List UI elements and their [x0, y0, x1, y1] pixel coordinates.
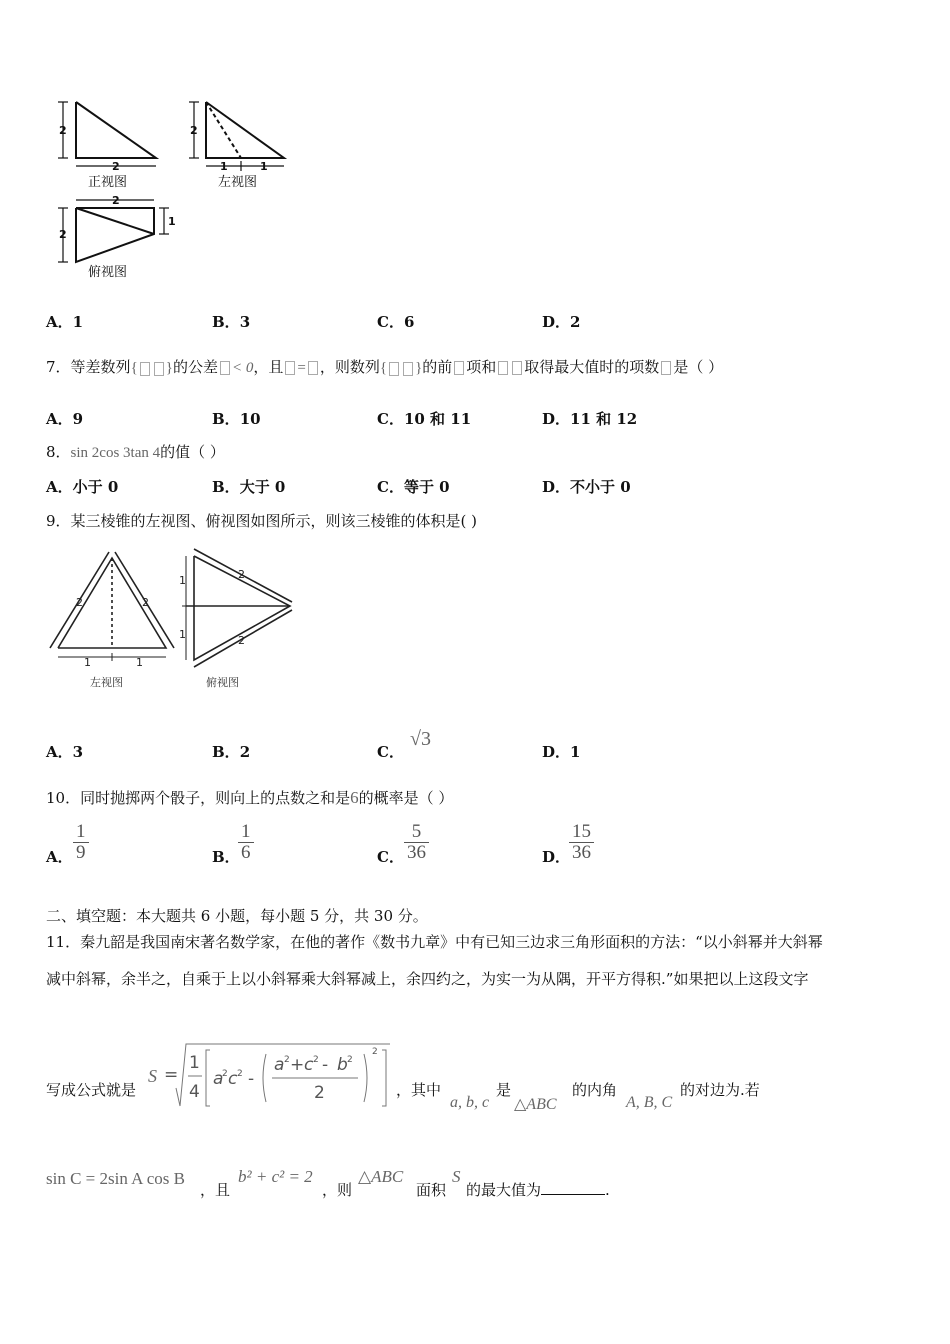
svg-text:a: a [274, 1055, 285, 1075]
q7-option-a: A．9 [46, 410, 84, 428]
svg-text:-: - [248, 1069, 255, 1089]
q9-left-label: 左视图 [90, 676, 123, 689]
q10-option-b-fraction: $\frac{1}{6}$ [238, 822, 254, 863]
fig1-top-h: 2 [59, 228, 67, 241]
q8-option-a: A．小于 0 [46, 478, 119, 496]
answer-blank[interactable] [541, 1182, 605, 1195]
question-11-line-3b: ，其中 [396, 1081, 442, 1099]
triangle-abc-2: △ABC [358, 1167, 404, 1186]
area-variable-s-2: S [452, 1167, 461, 1186]
heron-formula [162, 1040, 394, 1112]
fig1-left-w2: 1 [260, 160, 268, 173]
svg-text:2: 2 [313, 1055, 319, 1065]
q6-option-a: A．1 [46, 313, 84, 331]
question-11-line-1: 11．秦九韶是我国南宋著名数学家，在他的著作《数书九章》中有已知三边求三角形面积的方法：“以小斜幂并大斜幂 [46, 933, 823, 951]
question-11-line-4d: 的最大值为 . [466, 1181, 610, 1199]
svg-text:1: 1 [189, 1053, 200, 1073]
question-7: 7．等差数列{ }的公差 < 0，且 = ，则数列{ }的前 项和 取得最大值时的项数 是（ ） [46, 358, 724, 376]
question-11-line-3c: 是 [496, 1081, 512, 1099]
svg-text:2: 2 [237, 1069, 243, 1079]
q9-left-edge-b: 2 [142, 596, 149, 609]
q8-option-d: D．不小于 0 [542, 478, 631, 496]
question-11-line-4a: ，且 [200, 1181, 231, 1199]
svg-text:c: c [228, 1069, 238, 1089]
q9-option-b: B．2 [212, 743, 251, 761]
section-2-heading: 二、填空题：本大题共 6 小题，每小题 5 分，共 30 分。 [46, 907, 428, 925]
svg-text:2: 2 [347, 1055, 353, 1065]
q6-option-b: B．3 [212, 313, 251, 331]
question-8: 8．sin 2cos 3tan 4的值（ ） [46, 443, 225, 461]
q7-option-c: C．10 和 11 [377, 410, 472, 428]
svg-text:2: 2 [372, 1047, 378, 1057]
svg-text:=: = [164, 1065, 179, 1085]
q7-option-d: D．11 和 12 [542, 410, 638, 428]
q9-top-edge-b: 2 [238, 634, 245, 647]
condition-sin: sin C = 2sin A cos B [46, 1169, 186, 1188]
three-view-figure [46, 96, 291, 282]
question-10: 10．同时抛掷两个骰子，则向上的点数之和是6的概率是（ ） [46, 788, 454, 807]
fig1-left-w1: 1 [220, 160, 228, 173]
q9-left-base-b: 1 [136, 656, 143, 669]
svg-text:c: c [304, 1055, 314, 1075]
question-11-line-4c: 面积 [416, 1181, 447, 1199]
q6-option-d: D．2 [542, 313, 581, 331]
svg-text:2: 2 [314, 1083, 325, 1103]
q9-left-edge-a: 2 [76, 596, 83, 609]
svg-text:-: - [322, 1055, 329, 1075]
fig1-front-w: 2 [112, 160, 120, 173]
q9-top-edge-a: 2 [238, 568, 245, 581]
area-variable-s: S [148, 1066, 157, 1086]
svg-text:+: + [290, 1055, 305, 1075]
svg-text:b: b [337, 1055, 348, 1075]
q10-option-c-fraction: $\frac{5}{36}$ [404, 822, 429, 863]
q9-option-a: A．3 [46, 743, 84, 761]
q9-top-h-b: 1 [179, 628, 186, 641]
fig1-left-h: 2 [190, 124, 198, 137]
fig1-front-h: 2 [59, 124, 67, 137]
question-11-line-2: 减中斜幂，余半之，自乘于上以小斜幂乘大斜幂减上，余四约之，为实一为从隅，开平方得积.”如果把以上这段文字 [46, 970, 809, 988]
q6-option-c: C．6 [377, 313, 415, 331]
sides-abc: a, b, c [450, 1094, 490, 1111]
fig1-top-label: 俯视图 [88, 265, 128, 280]
q7-option-b: B．10 [212, 410, 261, 428]
q9-option-c: C． [377, 743, 404, 761]
fig1-top-w: 2 [112, 194, 120, 207]
q9-top-h-a: 1 [179, 574, 186, 587]
question-9: 9．某三棱锥的左视图、俯视图如图所示，则该三棱锥的体积是( ) [46, 512, 478, 530]
q9-top-label: 俯视图 [206, 676, 239, 689]
q9-option-d: D．1 [542, 743, 581, 761]
fig1-left-label: 左视图 [218, 175, 258, 190]
q9-left-base-a: 1 [84, 656, 91, 669]
q10-option-a-fraction: $\frac{1}{9}$ [73, 822, 89, 863]
q9-option-c-value: √3 [410, 728, 431, 750]
q10-option-d: D． [542, 848, 571, 866]
triangle-abc-1: △ABC [514, 1096, 557, 1113]
q8-option-b: B．大于 0 [212, 478, 286, 496]
q10-option-a: A． [46, 848, 73, 866]
svg-text:2: 2 [222, 1069, 228, 1079]
condition-sum-squares: b² + c² = 2 [238, 1167, 313, 1186]
fig1-top-r: 1 [168, 215, 176, 228]
question-11-line-3d: 的内角 [572, 1081, 618, 1099]
q8-option-c: C．等于 0 [377, 478, 450, 496]
question-11-line-3e: 的对边为.若 [680, 1081, 760, 1099]
question-11-line-4b: ，则 [322, 1181, 353, 1199]
svg-text:4: 4 [189, 1082, 200, 1102]
pyramid-views-figure [46, 544, 296, 694]
q10-option-c: C． [377, 848, 404, 866]
question-11-line-3a: 写成公式就是 [46, 1081, 137, 1099]
svg-text:2: 2 [284, 1055, 290, 1065]
svg-text:a: a [213, 1069, 224, 1089]
q10-option-b: B． [212, 848, 240, 866]
q10-option-d-fraction: $\frac{15}{36}$ [569, 822, 594, 863]
fig1-front-label: 正视图 [88, 175, 128, 190]
angles-abc: A, B, C [626, 1094, 673, 1111]
